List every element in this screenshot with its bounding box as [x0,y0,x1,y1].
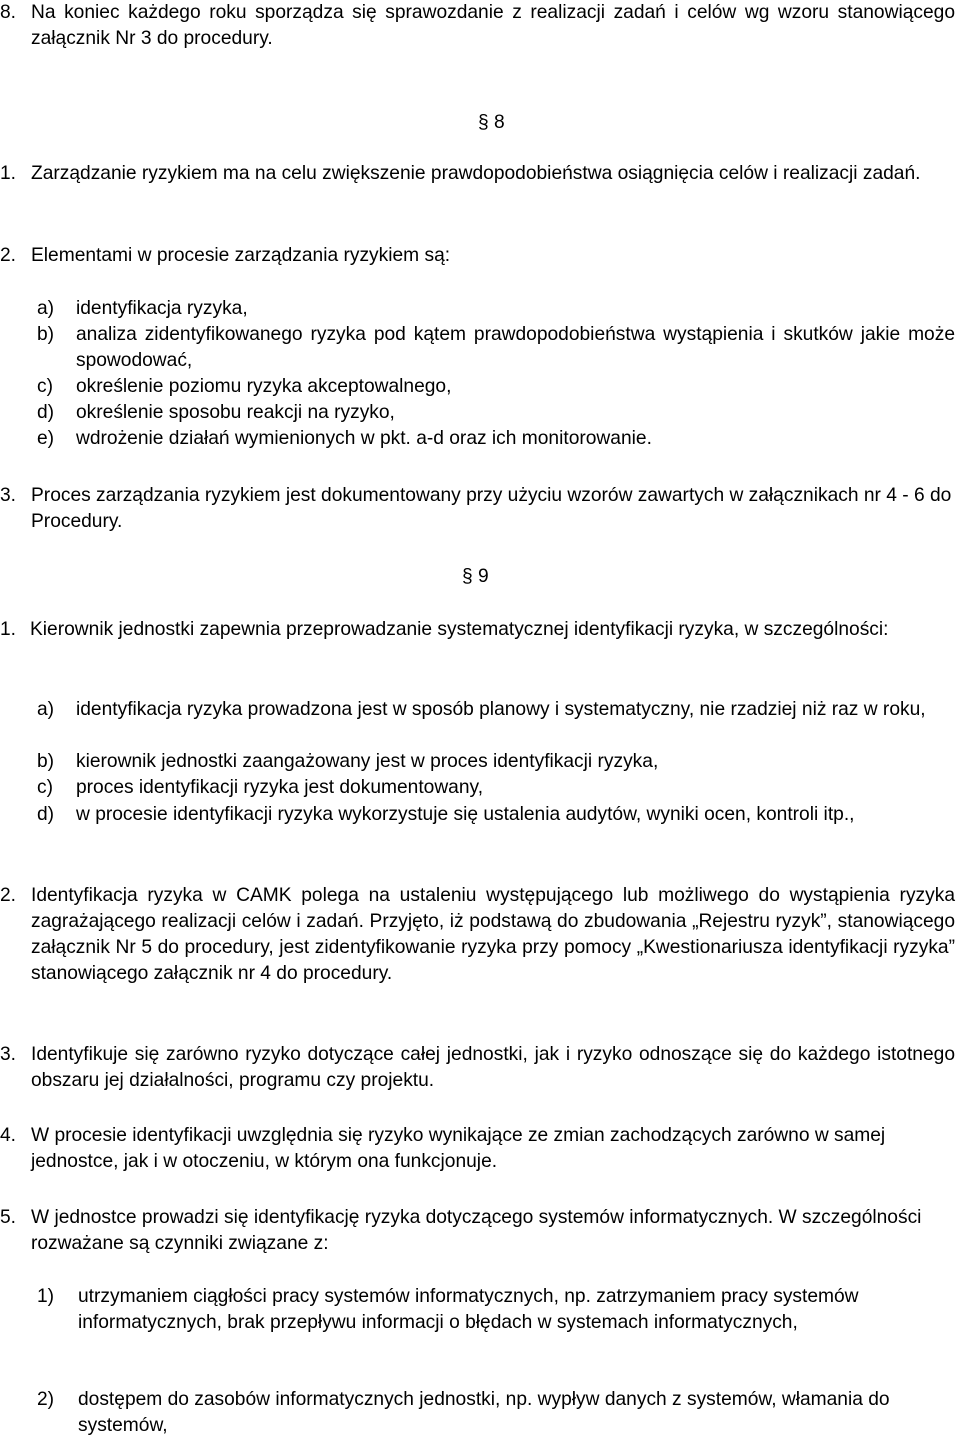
section-heading-8: § 8 [478,112,505,133]
list-item-text: analiza zidentyfikowanego ryzyka pod kątem prawdopodobieństwa wystąpienia i skutków jakie może spowodować, [76,324,955,371]
list-item-text: wdrożenie działań wymienionych w pkt. a-d oraz ich monitorowanie. [76,428,652,449]
list-item-text: utrzymaniem ciągłości pracy systemów informatycznych, np. zatrzymaniem pracy systemów informatycznych, brak przepływu informacji o błędach w systemach informatycznych, [78,1286,859,1333]
paragraph-number: 4. [0,1125,17,1146]
paragraph-text: W jednostce prowadzi się identyfikację ryzyka dotyczącego systemów informatycznych. W szczególności rozważane są czynniki związane z: [31,1207,922,1254]
list-item-text: w procesie identyfikacji ryzyka wykorzystuje się ustalenia audytów, wyniki ocen, kontroli itp., [76,804,855,825]
paragraph-number: 2. [0,245,17,266]
paragraph-number: 8. [0,2,17,23]
section-heading-9: § 9 [462,566,489,587]
list-item-text: dostępem do zasobów informatycznych jednostki, np. wypływ danych z systemów, włamania do systemów, [78,1389,890,1436]
list-item-label: b) [37,324,55,345]
list-item [0,400,960,426]
list-item-label: d) [37,402,55,423]
section8-point-2 [0,243,960,269]
list-item-text: identyfikacja ryzyka, [76,298,248,319]
paragraph-number: 1. [0,163,17,184]
list-item-text: identyfikacja ryzyka prowadzona jest w sposób planowy i systematyczny, nie rzadziej niż raz w roku, [76,699,926,720]
section9-point-1 [0,617,960,643]
list-item [0,322,960,374]
paragraph-text: Identyfikacja ryzyka w CAMK polega na ustaleniu występującego lub możliwego do wystąpienia ryzyka zagrażającego realizacji celów i zadań. Przyjęto, iż podstawą do zbudowania „Rejestru ryzyk”, stanowiącego załącznik Nr 5 do procedury, jest zidentyfikowanie ryzyka przy pomocy „Kwestionariusza identyfikacji ryzyka” stanowiącego załącznik nr 4 do procedury. [31,885,955,984]
section9-point-5 [0,1205,960,1257]
paragraph-number: 3. [0,485,17,506]
paragraph-text: Elementami w procesie zarządzania ryzykiem są: [31,245,451,266]
list-item-label: a) [37,699,55,720]
list-item [0,749,960,775]
paragraph-text: Proces zarządzania ryzykiem jest dokumentowany przy użyciu wzorów zawartych w załącznikach nr 4 - 6 do Procedury. [31,485,952,532]
list-item-text: określenie sposobu reakcji na ryzyko, [76,402,395,423]
paragraph-number: 1. [0,619,17,640]
list-item [0,775,960,801]
list-item-label: 2) [37,1389,55,1410]
list-item-label: b) [37,751,55,772]
list-item [0,1387,960,1439]
section9-point-3 [0,1042,960,1094]
paragraph-text: Kierownik jednostki zapewnia przeprowadzanie systematycznej identyfikacji ryzyka, w szczególności: [30,619,889,640]
section8-point-3 [0,483,960,535]
list-item-label: a) [37,298,55,319]
paragraph-text: Na koniec każdego roku sporządza się sprawozdanie z realizacji zadań i celów wg wzoru stanowiącego załącznik Nr 3 do procedury. [31,2,955,49]
paragraph-number: 3. [0,1044,17,1065]
section8-point-1 [0,161,960,187]
list-item [0,697,960,723]
list-item-label: d) [37,804,55,825]
section9-point-2 [0,883,960,987]
list-item-label: e) [37,428,55,449]
list-item [0,802,960,828]
list-item [0,296,960,322]
list-item-text: kierownik jednostki zaangażowany jest w proces identyfikacji ryzyka, [76,751,659,772]
list-item [0,1284,960,1336]
paragraph-number: 2. [0,885,17,906]
list-item-text: określenie poziomu ryzyka akceptowalnego, [76,376,452,397]
list-item-label: c) [37,777,53,798]
paragraph-text: W procesie identyfikacji uwzględnia się ryzyko wynikające ze zmian zachodzących zarówno w samej jednostce, jak i w otoczeniu, w którym ona funkcjonuje. [31,1125,886,1172]
paragraph-number: 5. [0,1207,17,1228]
section9-point-4 [0,1123,960,1175]
list-item-text: proces identyfikacji ryzyka jest dokumentowany, [76,777,484,798]
list-item [0,374,960,400]
list-item-label: c) [37,376,53,397]
list-item [0,426,960,452]
list-item-label: 1) [37,1286,55,1307]
paragraph-text: Zarządzanie ryzykiem ma na celu zwiększenie prawdopodobieństwa osiągnięcia celów i realizacji zadań. [31,163,921,184]
paragraph-8 [0,0,960,52]
paragraph-text: Identyfikuje się zarówno ryzyko dotyczące całej jednostki, jak i ryzyko odnoszące się do każdego istotnego obszaru jej działalności, programu czy projektu. [31,1044,955,1091]
